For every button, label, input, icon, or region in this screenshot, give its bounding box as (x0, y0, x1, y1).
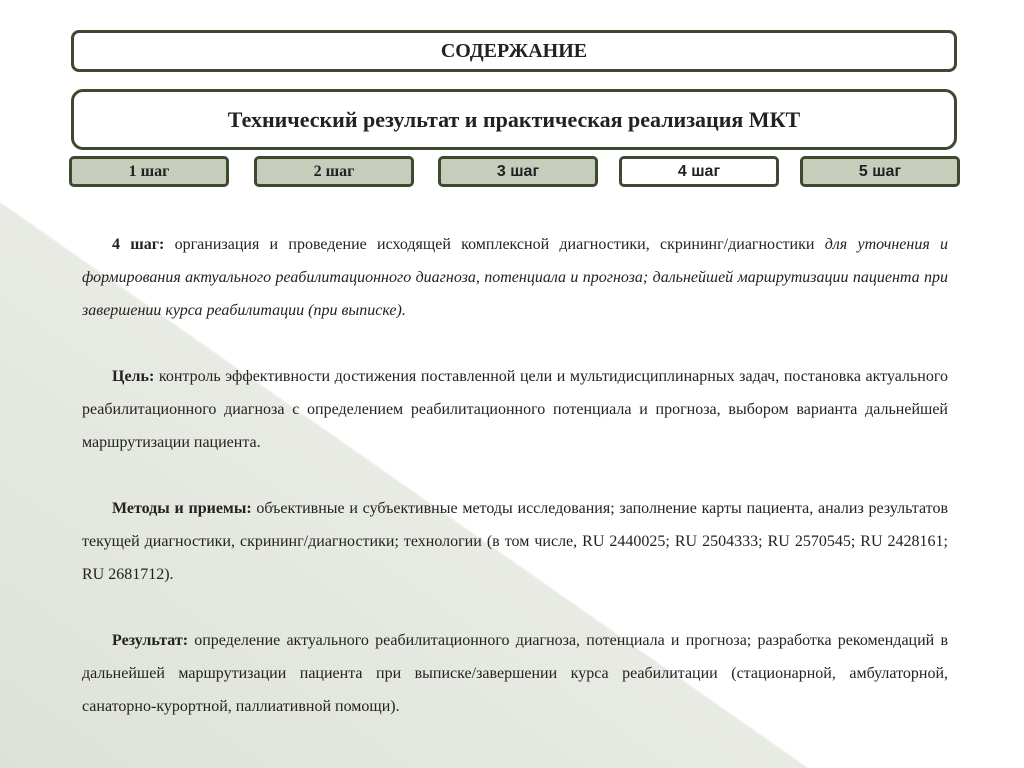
step-1-button[interactable]: 1 шаг (69, 156, 229, 187)
goal-text: контроль эффективности достижения поставленной цели и мультидисциплинарных задач, постановка актуального реабилитационного диагноза с определением реабилитационного потенциала и прогноза, выбором варианта дальнейшей маршрутизации пациента. (82, 368, 948, 451)
section-subtitle: Технический результат и практическая реализация МКТ (71, 89, 957, 150)
step-paragraph (82, 228, 948, 327)
goal-paragraph (82, 360, 948, 459)
step-navigation (69, 156, 961, 188)
step-label: 4 шаг: (112, 236, 165, 253)
methods-label: Методы и приемы: (112, 500, 252, 517)
methods-text: объективные и субъективные методы исследования; заполнение карты пациента, анализ результатов текущей диагностики, скрининг/диагностики; технологии (в том числе, RU 2440025; RU 2504333; RU 2570545; RU 2428161; RU 2681712). (82, 500, 949, 583)
step-text-italic: для уточнения и формирования актуального реабилитационного диагноза, потенциала и прогноза; дальнейшей маршрутизации пациента при завершении курса реабилитации (при выписке). (82, 236, 949, 319)
step-4-button[interactable]: 4 шаг (619, 156, 779, 187)
step-text: организация и проведение исходящей комплексной диагностики, скрининг/диагностики (164, 236, 825, 253)
result-text: определение актуального реабилитационного диагноза, потенциала и прогноза; разработка рекомендаций в дальнейшей маршрутизации пациента при выписке/завершении курса реабилитации (стационарной, амбулаторной, санаторно-курортной, паллиативной помощи). (82, 632, 948, 715)
step-description (82, 228, 948, 723)
result-paragraph (82, 624, 948, 723)
page-title: СОДЕРЖАНИЕ (71, 30, 957, 72)
step-2-button[interactable]: 2 шаг (254, 156, 414, 187)
result-label: Результат: (112, 632, 189, 649)
methods-paragraph (82, 492, 948, 591)
step-5-button[interactable]: 5 шаг (800, 156, 960, 187)
step-3-button[interactable]: 3 шаг (438, 156, 598, 187)
goal-label: Цель: (112, 368, 155, 385)
